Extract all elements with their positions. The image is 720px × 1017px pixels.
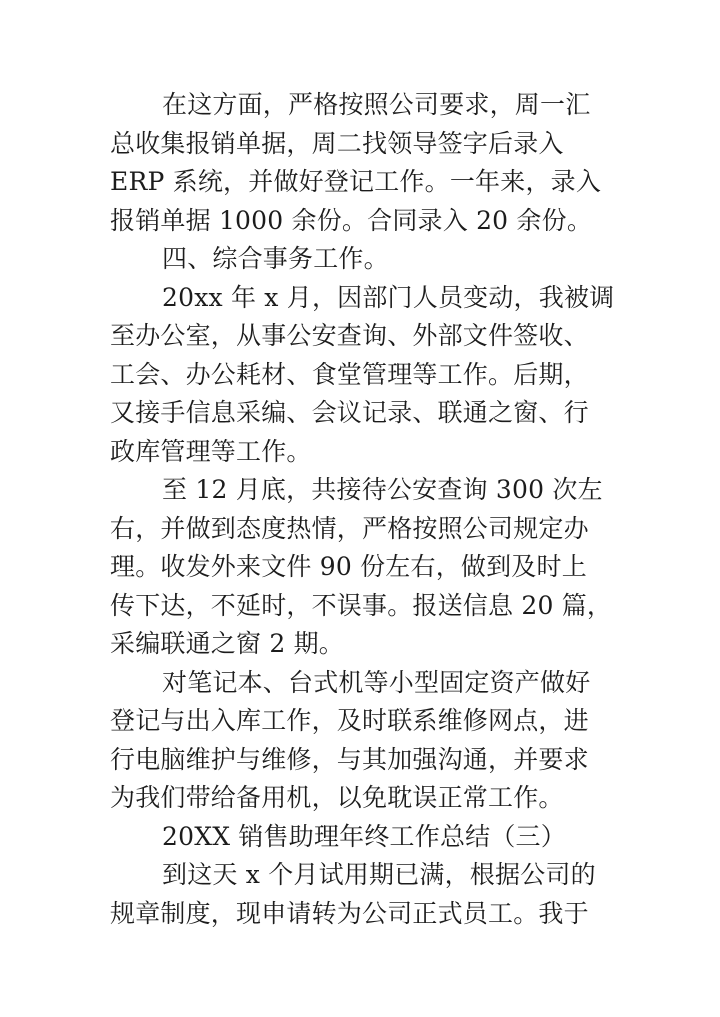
section-title: 20XX 销售助理年终工作总结（三） <box>162 821 566 851</box>
text-line: 为我们带给备用机，以免耽误正常工作。 <box>110 783 564 812</box>
text-line: 对笔记本、台式机等小型固定资产做好 <box>162 667 591 697</box>
text-line: 理。收发外来文件 90 份左右，做到及时上 <box>110 552 587 581</box>
text-line: 工会、办公耗材、食堂管理等工作。后期， <box>110 359 589 389</box>
text-line: 登记与出入库工作，及时联系维修网点，进 <box>110 706 589 735</box>
text-line: 行电脑维护与维修，与其加强沟通，并要求 <box>110 744 589 774</box>
text-line: 规章制度，现申请转为公司正式员工。我于 <box>110 898 589 928</box>
text-line: 政库管理等工作。 <box>110 436 312 466</box>
text-line: 总收集报销单据，周二找领导签字后录入 <box>110 128 564 158</box>
text-line: 报销单据 1000 余份。合同录入 20 余份。 <box>110 205 593 235</box>
document-body <box>110 86 615 933</box>
text-line: 至 12 月底，共接待公安查询 300 次左 <box>162 475 603 504</box>
section-heading: 四、综合事务工作。 <box>162 244 389 273</box>
text-line: 在这方面，严格按照公司要求，周一汇 <box>162 90 591 119</box>
text-line: 右，并做到态度热情，严格按照公司规定办 <box>110 513 589 543</box>
text-line: 采编联通之窗 2 期。 <box>110 629 345 658</box>
text-line: 至办公室，从事公安查询、外部文件签收、 <box>110 321 589 350</box>
text-line: 传下达，不延时，不误事。报送信息 20 篇， <box>110 590 613 620</box>
text-line: 20xx 年 x 月，因部门人员变动，我被调 <box>162 282 615 312</box>
text-line: 又接手信息采编、会议记录、联通之窗、行 <box>110 398 589 427</box>
text-line: 到这天 x 个月试用期已满，根据公司的 <box>162 860 596 889</box>
text-line: ERP 系统，并做好登记工作。一年来，录入 <box>110 167 602 196</box>
